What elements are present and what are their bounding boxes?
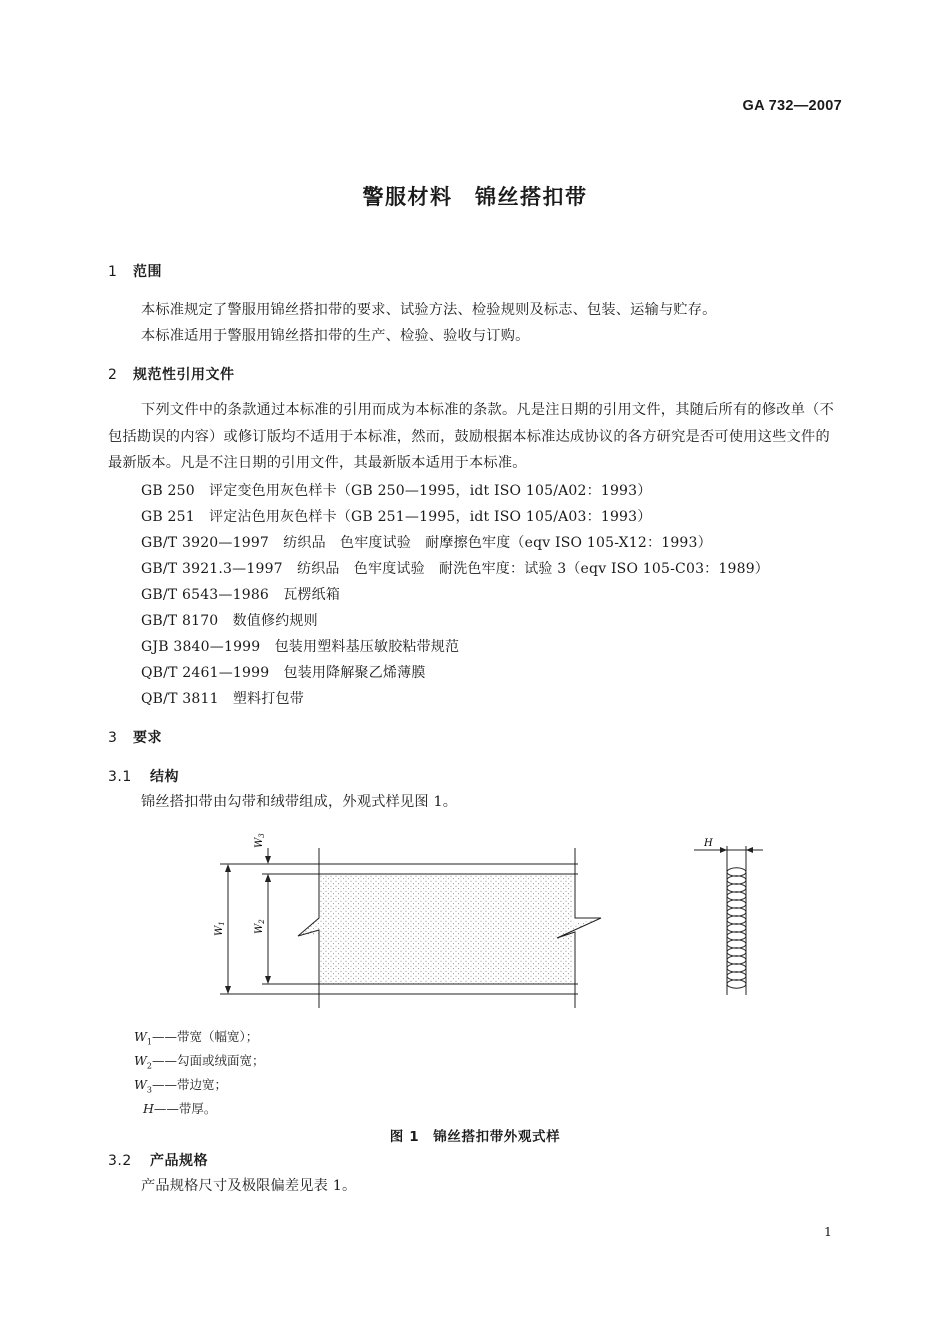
- legend-item: H——带厚。: [143, 1101, 217, 1116]
- reference-item: QB/T 2461—1999 包装用降解聚乙烯薄膜: [141, 665, 426, 681]
- legend-item: $W_1——$带宽（幅宽）；: [134, 1029, 259, 1047]
- legend-item: $W_3——$带边宽；: [134, 1077, 227, 1095]
- strap-band: [300, 865, 605, 993]
- h-dimension-label: H: [704, 838, 713, 849]
- reference-item: GB/T 3920—1997 纺织品 色牢度试验 耐摩擦色牢度（eqv ISO 105-X12：1993）: [141, 535, 712, 551]
- reference-item: QB/T 3811 塑料打包带: [141, 691, 304, 707]
- reference-item: GB/T 6543—1986 瓦楞纸箱: [141, 587, 341, 603]
- section-2-heading: 2 规范性引用文件: [108, 367, 235, 383]
- section-1-paragraph-1: 本标准规定了警服用锦丝搭扣带的要求、试验方法、检验规则及标志、包装、运输与贮存。: [141, 302, 717, 318]
- w3-dimension-label: $W_3$: [254, 833, 266, 848]
- reference-item: GB 250 评定变色用灰色样卡（GB 250—1995，idt ISO 105/A02：1993）: [141, 483, 652, 499]
- section-3-2-text: 产品规格尺寸及极限偏差见表 1。: [141, 1178, 357, 1194]
- document-title: 警服材料 锦丝搭扣带: [362, 185, 588, 209]
- section-2-intro: 下列文件中的条款通过本标准的引用而成为本标准的条款。凡是注日期的引用文件，其随后所有的修改单（不包括勘误的内容）或修订版均不适用于本标准，然而，鼓励根据本标准达成协议的各方研究是否可使用这些文件的最新版本。凡是不注日期的引用文件，其最新版本适用于本标准。: [108, 402, 835, 471]
- section-3-2-heading: 3.2 产品规格: [108, 1153, 208, 1169]
- page-number: 1: [824, 1224, 832, 1239]
- reference-item: GB 251 评定沾色用灰色样卡（GB 251—1995，idt ISO 105/A03：1993）: [141, 509, 652, 525]
- w1-dimension-label: $W_1$: [214, 921, 226, 936]
- standard-code: GA 732—2007: [742, 98, 842, 114]
- section-3-1-text: 锦丝搭扣带由勾带和绒带组成，外观式样见图 1。: [141, 794, 458, 810]
- reference-item: GB/T 3921.3—1997 纺织品 色牢度试验 耐洗色牢度：试验 3（eqv ISO 105-C03：1989）: [141, 561, 770, 577]
- section-3-1-heading: 3.1 结构: [108, 769, 179, 785]
- strap-cross-section: [694, 846, 763, 995]
- w2-dimension-label: $W_2$: [254, 919, 266, 934]
- legend-item: $W_2——$勾面或绒面宽；: [134, 1053, 265, 1071]
- reference-item: GB/T 8170 数值修约规则: [141, 613, 318, 629]
- reference-item: GJB 3840—1999 包装用塑料基压敏胶粘带规范: [141, 639, 460, 655]
- section-3-heading: 3 要求: [108, 730, 162, 746]
- section-1-heading: 1 范围: [108, 264, 162, 280]
- section-1-paragraph-2: 本标准适用于警服用锦丝搭扣带的生产、检验、验收与订购。: [141, 328, 530, 344]
- figure-caption: 图 1 锦丝搭扣带外观式样: [389, 1129, 561, 1145]
